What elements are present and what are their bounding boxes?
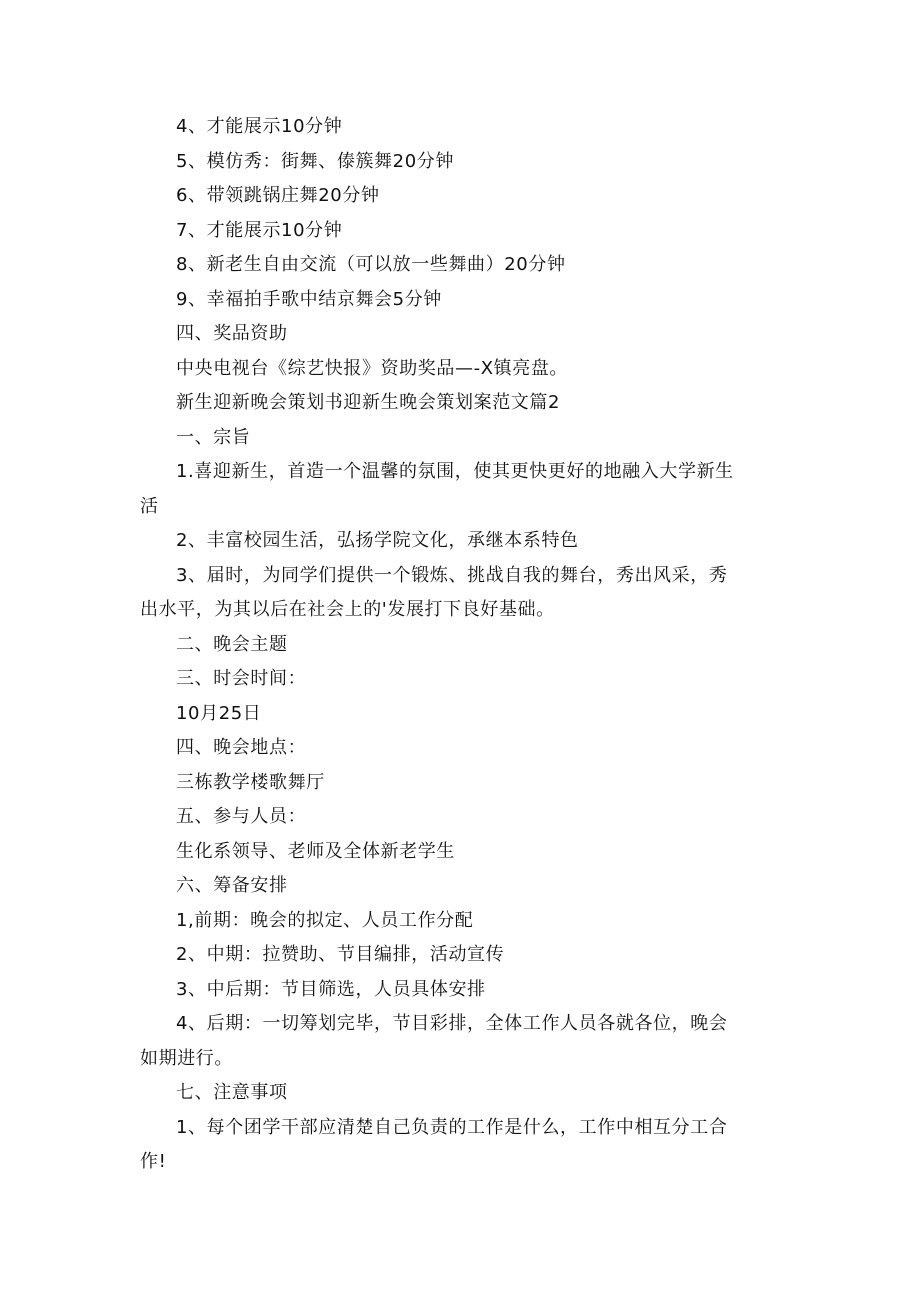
section-heading: 三、时会时间： [176, 668, 307, 689]
paragraph-line: 7、才能展示10分钟 [176, 219, 343, 241]
paragraph-line: 1、每个团学干部应清楚自己负责的工作是什么，工作中相互分工合 [176, 1116, 728, 1138]
paragraph-line: 2、中期：拉赞助、节目编排，活动宣传 [176, 944, 505, 965]
paragraph-line: 中央电视台《综艺快报》资助奖品—-X镇亮盘。 [176, 357, 569, 379]
paragraph-line: 出水平，为其以后在社会上的'发展打下良好基础。 [140, 599, 555, 620]
paragraph-line: 8、新老生自由交流（可以放一些舞曲）20分钟 [176, 254, 566, 275]
section-heading: 七、注意事项 [176, 1082, 288, 1103]
section-heading: 二、晚会主题 [176, 633, 288, 655]
paragraph-line: 2、丰富校园生活，弘扬学院文化，承继本系特色 [176, 530, 579, 551]
paragraph-line: 生化系领导、老师及全体新老学生 [176, 840, 455, 862]
paragraph-line: 3、届时，为同学们提供一个锻炼、挑战自我的舞台，秀出风采，秀 [176, 564, 728, 586]
section-heading: 六、筹备安排 [176, 875, 288, 896]
section-heading: 四、奖品资助 [176, 323, 288, 344]
paragraph-line: 9、幸福拍手歌中结京舞会5分钟 [176, 288, 442, 310]
paragraph-line: 1.喜迎新生，首造一个温馨的氛围，使其更快更好的地融入大学新生 [176, 461, 734, 482]
paragraph-line: 5、模仿秀：街舞、傣簇舞20分钟 [176, 150, 454, 172]
paragraph-line: 活 [140, 495, 159, 517]
paragraph-line: 6、带领跳锅庄舞20分钟 [176, 185, 380, 206]
paragraph-line: 4、后期：一切筹划完毕，节目彩排，全体工作人员各就各位，晚会 [176, 1013, 728, 1034]
paragraph-line: 三栋教学楼歌舞厅 [176, 771, 325, 793]
paragraph-line: 1,前期：晚会的拟定、人员工作分配 [176, 909, 474, 931]
section-heading: 五、参与人员： [176, 806, 307, 827]
paragraph-line: 3、中后期：节目筛选，人员具体安排 [176, 978, 486, 1000]
paragraph-line: 作! [140, 1151, 167, 1172]
section-heading: 四、晚会地点： [176, 737, 307, 758]
document-title: 新生迎新晚会策划书迎新生晚会策划案范文篇2 [176, 392, 561, 413]
paragraph-line: 4、才能展示10分钟 [176, 116, 343, 137]
paragraph-line: 如期进行。 [140, 1047, 233, 1069]
section-heading: 一、宗旨 [176, 426, 251, 448]
paragraph-line: 10月25日 [176, 702, 262, 724]
